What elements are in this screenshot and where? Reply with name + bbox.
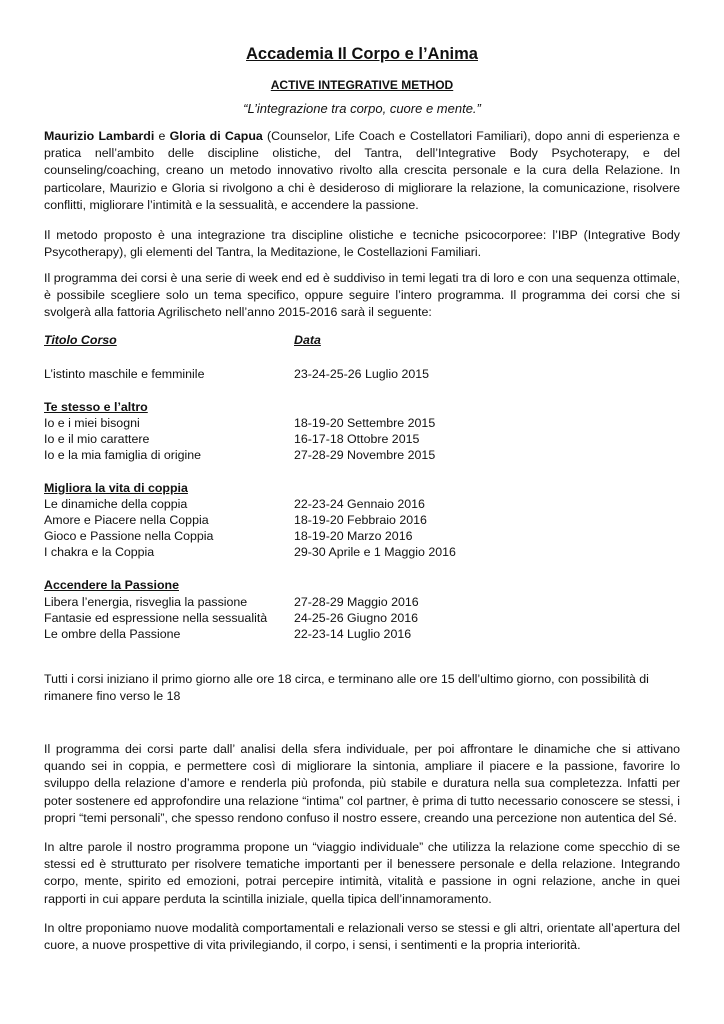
table-row (44, 447, 684, 464)
course-date: 18-19-20 Marzo 2016 (294, 529, 413, 543)
course-date: 29-30 Aprile e 1 Maggio 2016 (294, 545, 456, 559)
author-name-1: Maurizio Lambardi (44, 129, 155, 143)
course-title: Gioco e Passione nella Coppia (44, 529, 214, 543)
document-subtitle: ACTIVE INTEGRATIVE METHOD (270, 78, 454, 92)
group-title: Te stesso e l’altro (44, 400, 148, 414)
course-title: Io e i miei bisogni (44, 416, 140, 430)
header-date: Data (294, 333, 321, 347)
table-row (44, 528, 684, 545)
document-title: Accademia Il Corpo e l’Anima (246, 45, 478, 63)
course-title: Libera l’energia, risveglia la passione (44, 595, 248, 609)
table-row (44, 544, 684, 561)
table-row (44, 415, 684, 432)
table-row (44, 610, 684, 627)
program-analysis-paragraph: Il programma dei corsi parte dall’ analisi della sfera individuale, per poi affrontare le dinamiche che si attivano quando sei in coppia, e permettere così di migliorare la sintonia, ampliare il piacere e la passione, favorire lo sviluppo della relazione d’amore e renderla più profonda, più stabile e duratura nella sua completezza. Infatti per poter sostenere ed approfondire una relazione “intima” col partner, è prima di tutto necessario conoscere se stessi, i propri “temi personali”, che spesso rendono confuso il nostro essere, creando una percezione non autentica del Sé. (44, 742, 680, 825)
course-title: I chakra e la Coppia (44, 545, 155, 559)
course-title: Amore e Piacere nella Coppia (44, 513, 209, 527)
method-paragraph: Il metodo proposto è una integrazione tra discipline olistiche e tecniche psicocorporee: l’IBP (Integrative Body Psycotherapy), gli elementi del Tantra, la Meditazione, le Costellazioni Familiari. (44, 228, 680, 260)
author-name-2: Gloria di Capua (169, 129, 263, 143)
group-title: Accendere la Passione (44, 578, 179, 592)
course-date: 16-17-18 Ottobre 2015 (294, 432, 420, 446)
course-title: Le dinamiche della coppia (44, 497, 188, 511)
intro-paragraph (44, 128, 680, 214)
table-row (44, 594, 684, 611)
program-paragraph: Il programma dei corsi è una serie di week end ed è suddiviso in temi legati tra di loro e con una sequenza ottimale, è possibile scegliere solo un tema specifico, oppure seguire l’intero programma. Il programma dei corsi che si svolgerà alla fattoria Agrilischeto nell’anno 2015-2016 sarà il seguente: (44, 271, 680, 320)
table-row (44, 431, 684, 448)
course-title: Fantasie ed espressione nella sessualità (44, 611, 268, 625)
course-date: 27-28-29 Novembre 2015 (294, 448, 436, 462)
course-title: Io e la mia famiglia di origine (44, 448, 202, 462)
course-date: 24-25-26 Giugno 2016 (294, 611, 419, 625)
course-date: 23-24-25-26 Luglio 2015 (294, 367, 430, 381)
course-date: 18-19-20 Settembre 2015 (294, 416, 436, 430)
table-row (44, 626, 684, 643)
author-conjunction: e (154, 129, 170, 143)
course-date: 27-28-29 Maggio 2016 (294, 595, 419, 609)
table-row (44, 512, 684, 529)
course-title: L’istinto maschile e femminile (44, 367, 205, 381)
course-title: Io e il mio carattere (44, 432, 150, 446)
table-row (44, 496, 684, 513)
course-title: Le ombre della Passione (44, 627, 181, 641)
schedule-times-paragraph: Tutti i corsi iniziano il primo giorno alle ore 18 circa, e terminano alle ore 15 dell’ultimo giorno, con possibilità di rimanere fino verso le 18 (44, 672, 649, 704)
course-date: 22-23-24 Gennaio 2016 (294, 497, 425, 511)
intro-text: (Counselor, Life Coach e Costellatori Familiari), dopo anni di esperienza e pratica nell’ambito delle discipline olistiche, del Tantra, dell’Integrative Body Psychoterapy, e del counseling/coaching, creano un metodo innovativo rivolto alla crescita personale e la cura della Relazione. In particolare, Maurizio e Gloria si rivolgono a chi è desideroso di migliorare la relazione, la comunicazione, risolvere conflitti, migliorare l’intimità e la sessualità, e accendere la passione. (44, 129, 680, 212)
individual-journey-paragraph: In altre parole il nostro programma propone un “viaggio individuale” che utilizza la relazione come specchio di se stessi ed è strutturato per risolvere tematiche importanti per il benessere personale e della relazione. Integrando corpo, mente, spirito ed emozioni, potrai percepire intimità, vitalità e passione in ogni relazione, anche in quei rapporti in cui appare perduta la scintilla iniziale, quella tipica dell’innamoramento. (44, 840, 680, 906)
group-title: Migliora la vita di coppia (44, 481, 188, 495)
header-course: Titolo Corso (44, 333, 117, 347)
course-date: 18-19-20 Febbraio 2016 (294, 513, 427, 527)
tagline-quote: “L’integrazione tra corpo, cuore e mente.” (243, 101, 481, 116)
new-modalities-paragraph: In oltre proponiamo nuove modalità comportamentali e relazionali verso se stessi e gli altri, orientate all’apertura del cuore, a nuove prospettive di vita privilegiando, il corpo, i sensi, i sentimenti e la propria interiorità. (44, 921, 680, 953)
course-date: 22-23-14 Luglio 2016 (294, 627, 412, 641)
table-header (44, 332, 684, 349)
table-row (44, 366, 684, 383)
